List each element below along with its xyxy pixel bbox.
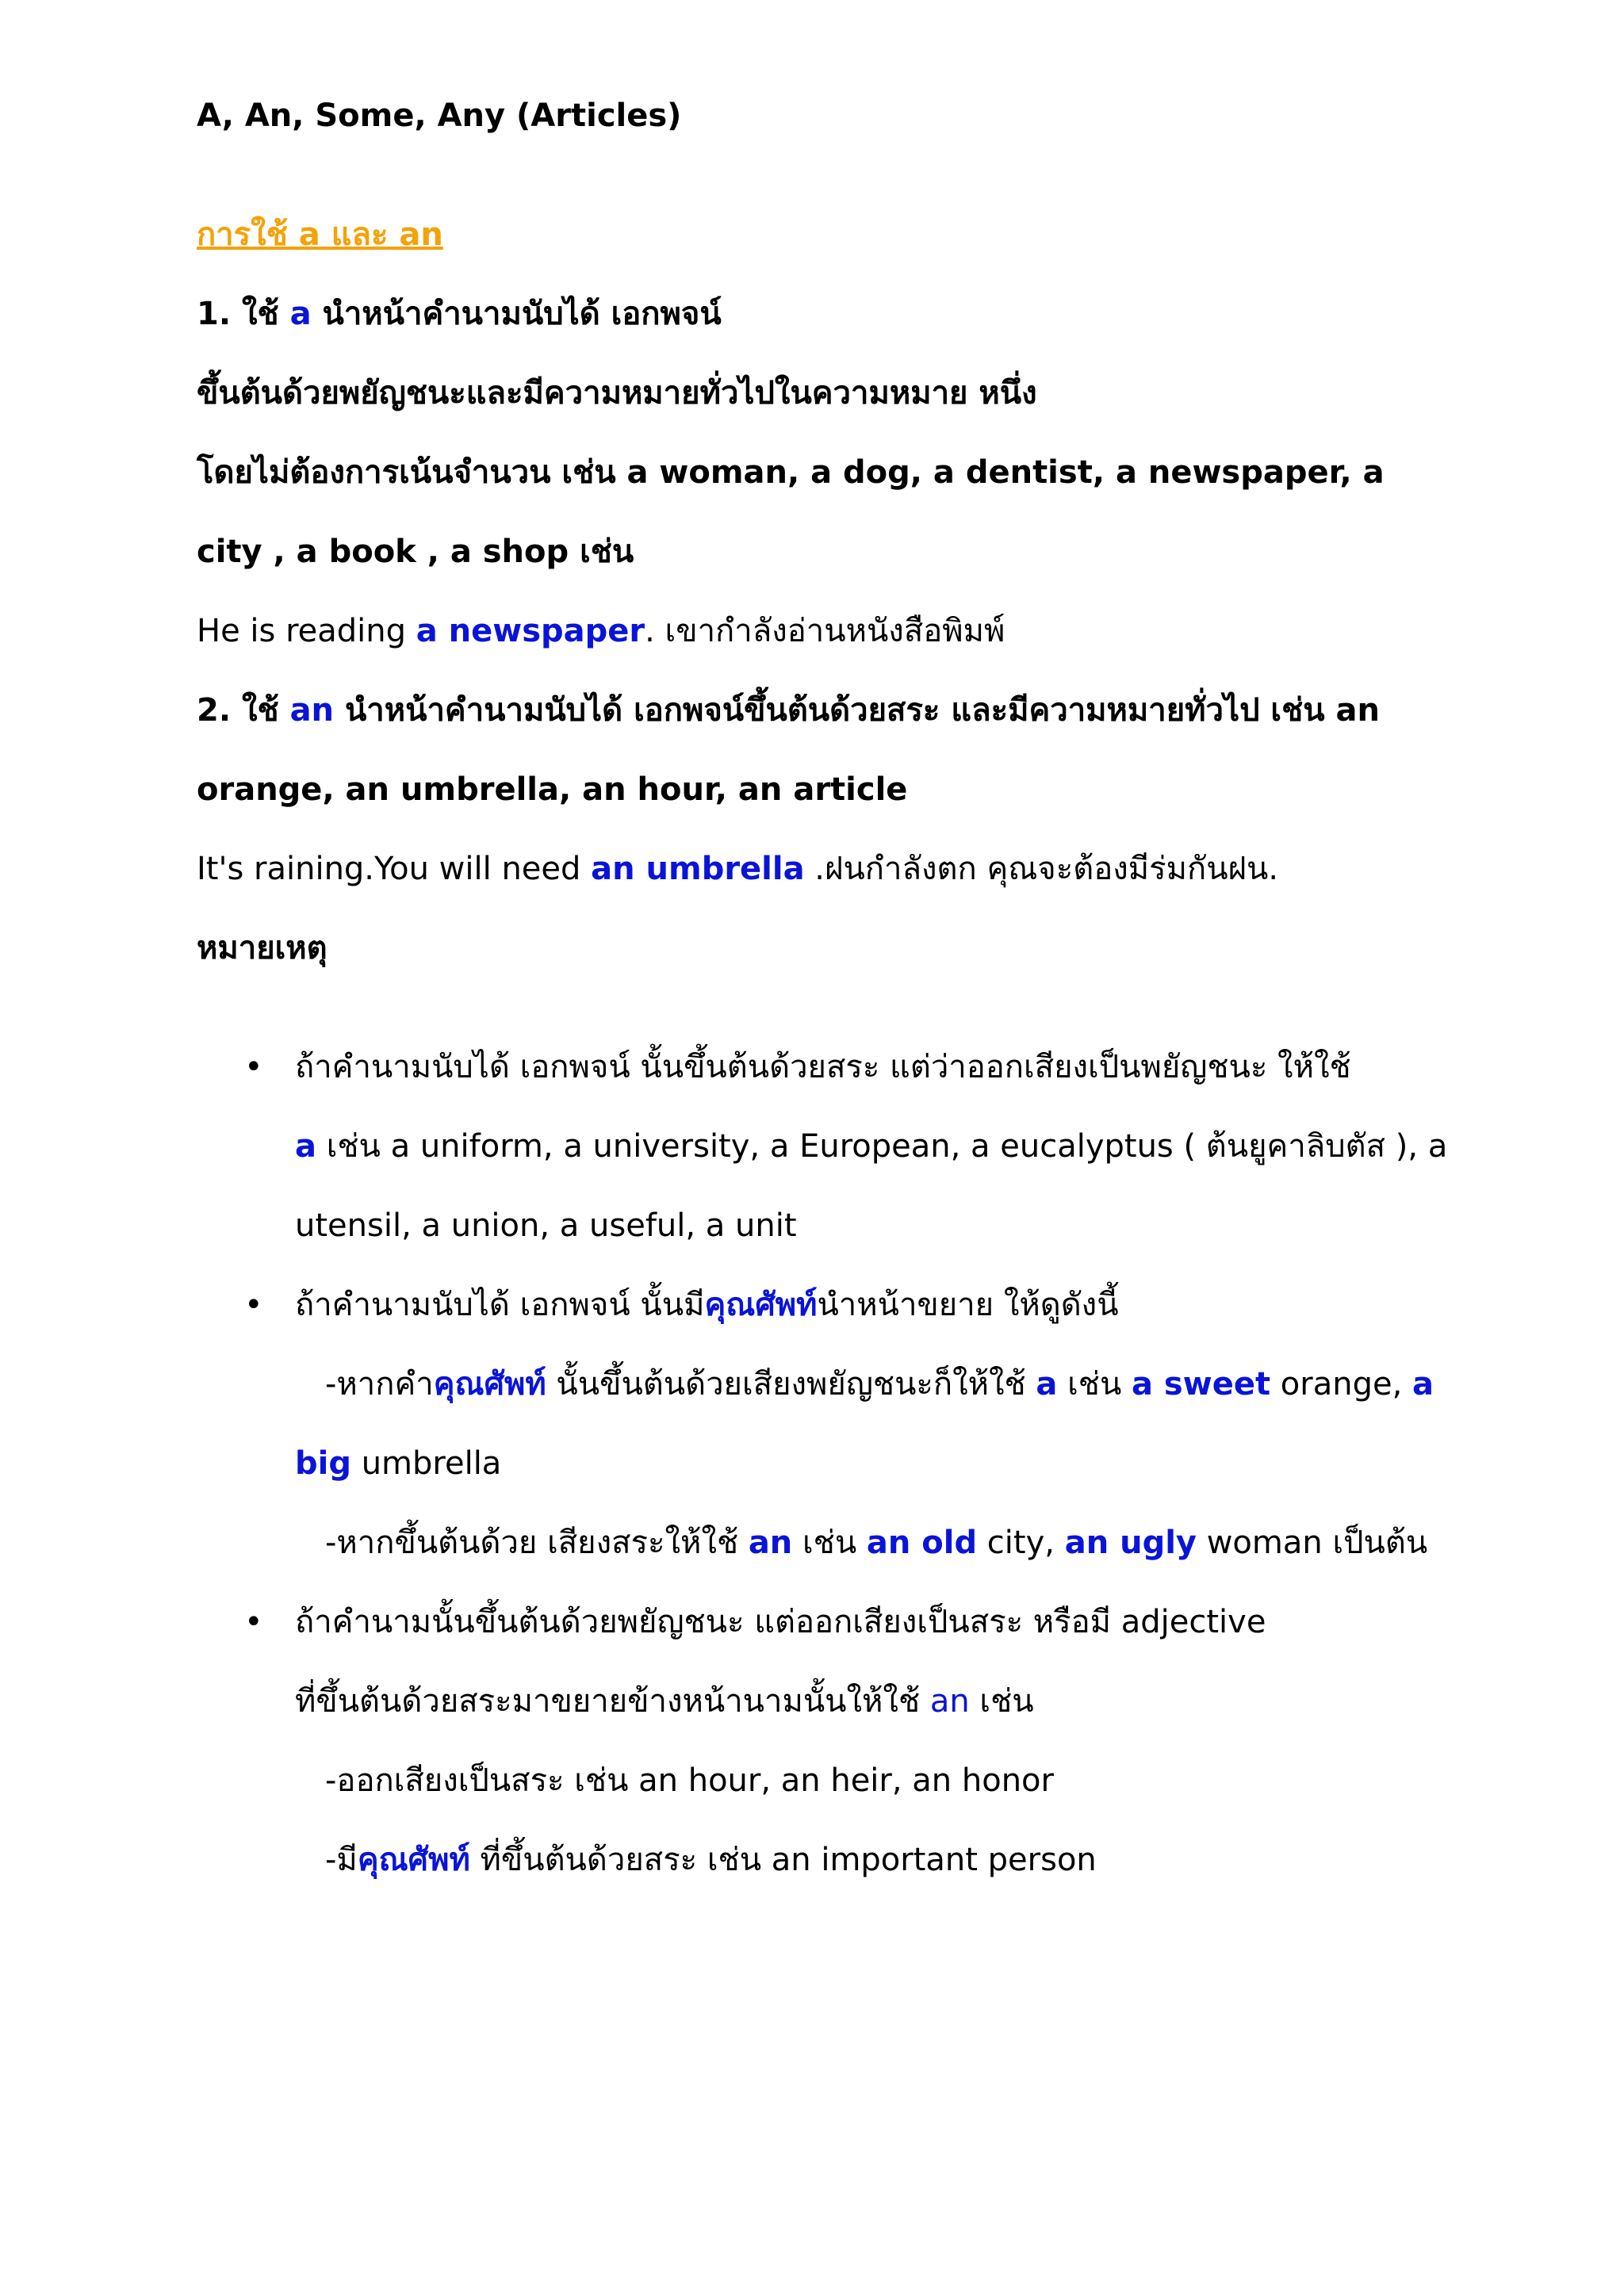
bullet-2-line-1 bbox=[295, 1283, 1119, 1327]
bullet-2-highlight: คุณศัพท์ bbox=[704, 1287, 818, 1323]
rule-1-text: นำหน้าคำนามนับได้ เอกพจน์ bbox=[311, 296, 722, 332]
bullet-2-sub-2 bbox=[325, 1521, 1427, 1565]
bullet-2-sub-1-orange: orange, bbox=[1270, 1366, 1413, 1402]
bullet-3-line-1: ถ้าคำนามนั้นขึ้นต้นด้วยพยัญชนะ แต่ออกเสียงเป็นสระ หรือมี adjective bbox=[295, 1604, 1266, 1640]
bullet-2-pre: ถ้าคำนามนับได้ เอกพจน์ นั้นมี bbox=[295, 1287, 705, 1323]
example-1-pre: He is reading bbox=[197, 613, 416, 649]
bullet-2-sub-1-a2: a bbox=[1412, 1366, 1434, 1402]
bullet-2-sub-1-mid: นั้นขึ้นต้นด้วยเสียงพยัญชนะก็ให้ใช้ bbox=[546, 1366, 1036, 1402]
rule-2-line-1 bbox=[197, 688, 1380, 733]
bullet-3-article-an: an bbox=[929, 1683, 970, 1720]
bullet-2-sub-1-umbrella: umbrella bbox=[350, 1445, 502, 1482]
bullet-1-line-3: utensil, a union, a useful, a unit bbox=[295, 1207, 797, 1244]
bullet-2-sub-1-cont bbox=[295, 1441, 501, 1486]
bullet-2-sub-2-city: city, bbox=[977, 1525, 1065, 1561]
example-1-post: . เขากำลังอ่านหนังสือพิมพ์ bbox=[645, 613, 1005, 649]
bullet-2-sub-1-highlight: คุณศัพท์ bbox=[433, 1366, 546, 1402]
bullet-2-post: นำหน้าขยาย ให้ดูดังนี้ bbox=[817, 1287, 1119, 1323]
bullet-3-sub-2-post: ที่ขึ้นต้นด้วยสระ เช่น an important person bbox=[469, 1842, 1097, 1878]
rule-2-text: นำหน้าคำนามนับได้ เอกพจน์ขึ้นต้นด้วยสระ และมีความหมายทั่วไป เช่น an bbox=[334, 692, 1380, 729]
bullet-3-sub-2-pre: -มี bbox=[325, 1842, 358, 1878]
bullet-2-sub-1 bbox=[325, 1362, 1434, 1406]
bullet-2-sub-1-big: big bbox=[295, 1445, 351, 1482]
bullet-2-sub-2-an: an bbox=[748, 1525, 793, 1561]
example-1-highlight: a newspaper bbox=[416, 613, 645, 649]
bullet-2-sub-1-pre: -หากคำ bbox=[325, 1366, 434, 1402]
bullet-3-sub-2-highlight: คุณศัพท์ bbox=[357, 1842, 470, 1878]
bullet-2-sub-1-a: a bbox=[1036, 1366, 1058, 1402]
bullet-2-sub-2-pre: -หากขึ้นต้นด้วย เสียงสระให้ใช้ bbox=[325, 1525, 749, 1561]
bullet-1-line-1: ถ้าคำนามนับได้ เอกพจน์ นั้นขึ้นต้นด้วยสระ แต่ว่าออกเสียงเป็นพยัญชนะ ให้ใช้ bbox=[295, 1049, 1351, 1085]
bullet-1-article-a: a bbox=[295, 1128, 316, 1165]
rule-1-line-1 bbox=[197, 292, 722, 336]
example-2-highlight: an umbrella bbox=[591, 851, 805, 887]
bullet-2-sub-1-mid2: เช่น bbox=[1057, 1366, 1132, 1402]
bullet-2-sub-2-ugly: an ugly bbox=[1064, 1525, 1197, 1561]
bullet-3-glyph: • bbox=[244, 1604, 263, 1640]
bullet-3-line-2 bbox=[295, 1679, 1034, 1724]
bullet-1-line-2 bbox=[295, 1124, 1447, 1169]
rule-1-line-3: โดยไม่ต้องการเน้นจำนวน เช่น a woman, a dog, a dentist, a newspaper, a bbox=[197, 454, 1385, 491]
rule-2-article-an: an bbox=[289, 692, 335, 729]
bullet-3-sub-2 bbox=[325, 1838, 1097, 1882]
section-heading: การใช้ a และ an bbox=[197, 216, 443, 253]
example-2-post: .ฝนกำลังตก คุณจะต้องมีร่มกันฝน. bbox=[804, 851, 1279, 887]
example-2 bbox=[197, 847, 1278, 891]
rule-1-article-a: a bbox=[289, 296, 312, 332]
example-1 bbox=[197, 609, 1005, 653]
bullet-3-line-2-post: เช่น bbox=[969, 1683, 1034, 1720]
example-2-pre: It's raining.You will need bbox=[197, 851, 592, 887]
bullet-3-line-2-pre: ที่ขึ้นต้นด้วยสระมาขยายข้างหน้านามนั้นให้ใช้ bbox=[295, 1683, 930, 1720]
rule-1-number: 1. ใช้ bbox=[197, 296, 290, 332]
document-title: A, An, Some, Any (Articles) bbox=[197, 98, 682, 134]
bullet-1-examples: เช่น a uniform, a university, a European, a eucalyptus ( ต้นยูคาลิบตัส ), a bbox=[316, 1128, 1448, 1165]
bullet-2-sub-2-old: an old bbox=[866, 1525, 978, 1561]
bullet-2-glyph: • bbox=[244, 1287, 263, 1323]
rule-1-line-2: ขึ้นต้นด้วยพยัญชนะและมีความหมายทั่วไปในความหมาย หนึ่ง bbox=[197, 375, 1037, 411]
bullet-1-glyph: • bbox=[244, 1049, 263, 1085]
rule-2-number: 2. ใช้ bbox=[197, 692, 290, 729]
bullet-3-sub-1: -ออกเสียงเป็นสระ เช่น an hour, an heir, an honor bbox=[325, 1762, 1054, 1799]
bullet-2-sub-2-post: woman เป็นต้น bbox=[1197, 1525, 1428, 1561]
rule-1-line-4: city , a book , a shop เช่น bbox=[197, 534, 634, 570]
rule-2-line-2: orange, an umbrella, an hour, an article bbox=[197, 771, 908, 808]
bullet-2-sub-1-sweet: a sweet bbox=[1132, 1366, 1271, 1402]
bullet-2-sub-2-mid: เช่น bbox=[792, 1525, 867, 1561]
note-label: หมายเหตุ bbox=[197, 930, 327, 966]
